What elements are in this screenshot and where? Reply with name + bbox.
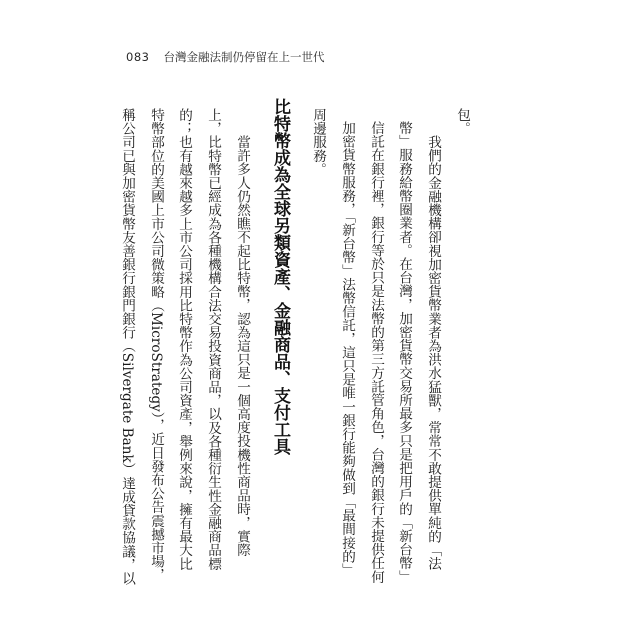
text-column: 特幣部位的美國上市公司微策略（MicroStrategy），近日發布公告震撼市場，: [148, 108, 164, 582]
text-column: 當許多人仍然瞧不起比特幣，認為這只是一個高度投機性商品時，實際: [234, 135, 250, 557]
text-column: 信託在銀行裡，銀行等於只是法幣的第三方託管角色，台灣的銀行未提供任何: [368, 121, 384, 584]
text-column: 稱公司已與加密貨幣友善銀行銀門銀行（Silvergate Bank）達成貸款協議，以: [119, 108, 135, 586]
running-header: [126, 50, 324, 64]
text-column: 上，比特幣已經成為各種機構合法交易投資商品，以及各種衍生性金融商品標: [205, 108, 221, 571]
text-column: 我們的金融機構卻視加密貨幣業者為洪水猛獸，常常不敢提供單純的「法: [425, 135, 441, 571]
text-column: 包。: [454, 108, 470, 136]
text-column: 周邊服務。: [310, 108, 326, 176]
page-number: 083: [126, 50, 150, 64]
text-column: 幣」服務給幣圈業者。在台灣，加密貨幣交易所最多只是把用戶的「新台幣」: [396, 121, 412, 584]
text-column: 加密貨幣服務，「新台幣」法幣信託，這只是唯一銀行能夠做到「最間接的」: [339, 121, 355, 577]
text-column: 的；也有越來越多上市公司採用比特幣作為公司資產，舉例來說，擁有最大比: [176, 108, 192, 571]
running-title: 台灣金融法制仍停留在上一世代: [163, 50, 325, 64]
section-heading: 比特幣成為全球另類資產、金融商品、支付工具: [270, 98, 290, 455]
